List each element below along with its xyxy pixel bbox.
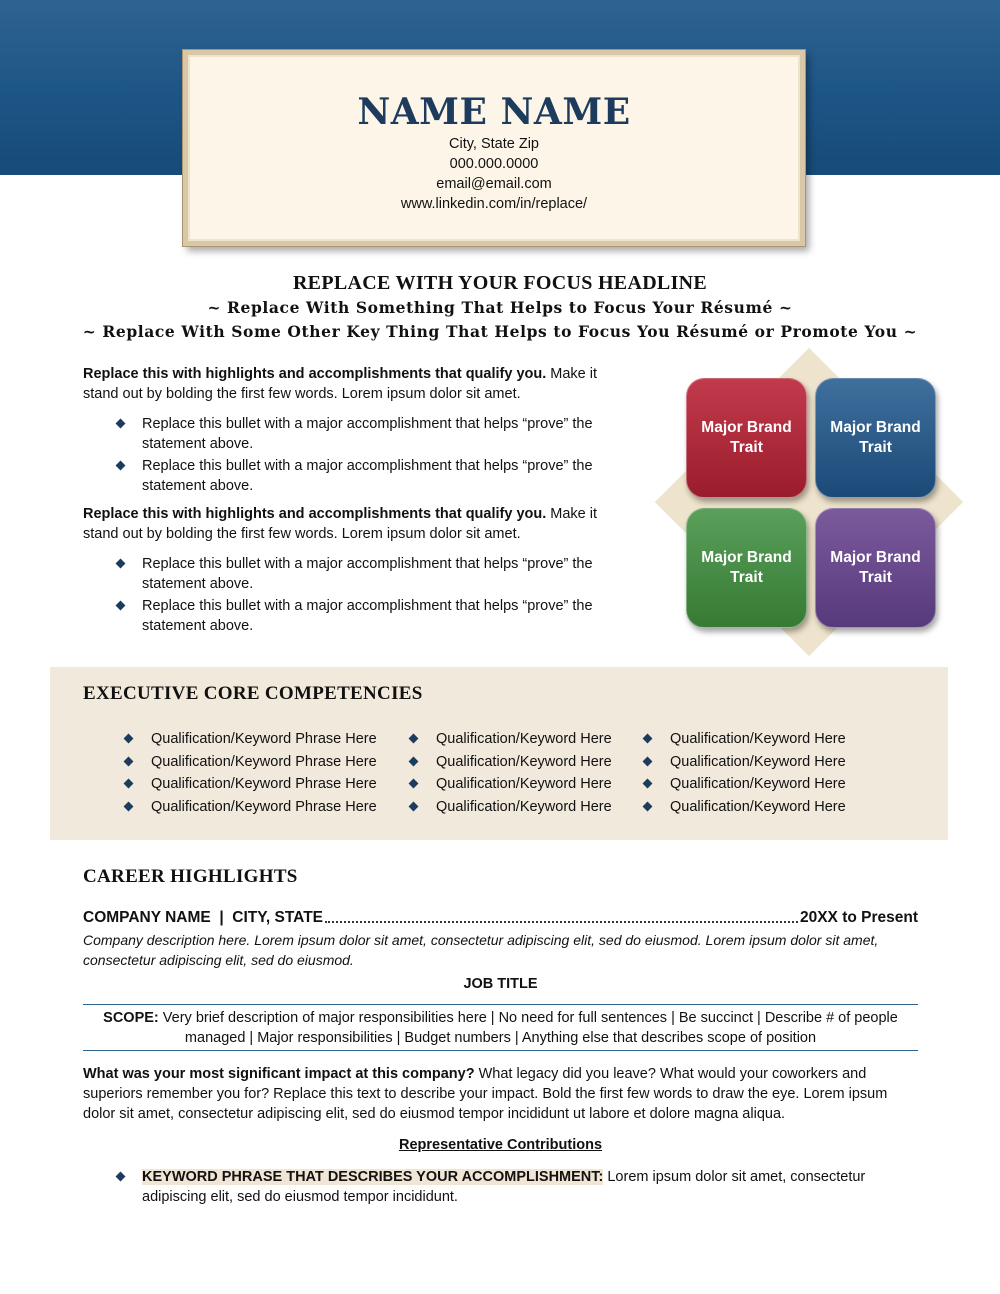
competency-text: Qualification/Keyword Phrase Here xyxy=(151,776,377,792)
diamond-bullet-icon xyxy=(409,801,419,811)
diamond-bullet-icon xyxy=(643,756,653,766)
competency-text: Qualification/Keyword Phrase Here xyxy=(151,731,377,747)
summary-lead: Replace this with highlights and accomplishments that qualify you. xyxy=(83,366,547,382)
diamond-bullet-icon xyxy=(124,734,134,744)
diamond-bullet-icon xyxy=(116,461,126,471)
diamond-bullet-icon xyxy=(116,601,126,611)
summary-bullet xyxy=(83,456,613,496)
contact-email: email@email.com xyxy=(436,176,552,192)
bullet-text: Replace this bullet with a major accomplishment that helps “prove” the statement above. xyxy=(142,458,593,494)
candidate-name: NAME NAME xyxy=(357,91,631,133)
scope-box xyxy=(83,1004,918,1051)
diamond-bullet-icon xyxy=(409,756,419,766)
diamond-bullet-icon xyxy=(409,734,419,744)
competency-item xyxy=(125,773,377,796)
dotted-leader xyxy=(325,908,798,923)
name-contact-box xyxy=(183,50,805,246)
competency-column-3 xyxy=(644,728,846,818)
competency-text: Qualification/Keyword Here xyxy=(436,753,612,770)
competency-column-2 xyxy=(410,728,612,818)
competency-text: Qualification/Keyword Here xyxy=(670,776,846,792)
brand-trait-green xyxy=(686,508,807,628)
company-line xyxy=(83,908,918,928)
competency-text: Qualification/Keyword Here xyxy=(670,798,846,815)
brand-trait-label: Major Brand Trait xyxy=(701,419,792,456)
contribution-item xyxy=(83,1167,918,1207)
summary-paragraph xyxy=(83,364,613,404)
diamond-bullet-icon xyxy=(116,1172,126,1182)
contribution-keyword: KEYWORD PHRASE THAT DESCRIBES YOUR ACCOMPLISHMENT: xyxy=(142,1169,604,1185)
competency-item xyxy=(125,796,377,819)
competency-item xyxy=(410,728,612,751)
brand-trait-purple xyxy=(815,508,936,628)
competency-item xyxy=(644,796,846,819)
competency-item xyxy=(644,728,846,751)
headline-sub-1: ~ Replace With Something That Helps to Focus Your Résumé ~ xyxy=(207,298,793,317)
competency-text: Qualification/Keyword Here xyxy=(670,753,846,770)
bullet-text: Replace this bullet with a major accomplishment that helps “prove” the statement above. xyxy=(142,556,593,592)
diamond-bullet-icon xyxy=(643,734,653,744)
summary-text: Make it stand out by bolding the first few words. Lorem ipsum dolor sit amet. xyxy=(83,506,598,542)
brand-trait-label: Major Brand Trait xyxy=(830,549,921,586)
summary-section xyxy=(83,364,613,644)
career-highlights-section xyxy=(83,866,918,1207)
brand-traits-graphic xyxy=(655,348,965,658)
contribution-text: Lorem ipsum dolor sit amet, consectetur adipiscing elit, sed do eiusmod tempor incididunt. xyxy=(142,1169,866,1205)
scope-text: Very brief description of major responsibilities here | No need for full sentences | Be succinct | Describe # of people managed | Major responsibilities | Budget numbers | Anything else that describes scope of position xyxy=(158,1010,898,1046)
summary-bullets xyxy=(83,554,613,636)
contact-phone: 000.000.0000 xyxy=(449,156,539,172)
impact-paragraph xyxy=(83,1064,918,1124)
competencies-title: EXECUTIVE CORE COMPETENCIES xyxy=(83,683,423,704)
summary-text: Make it stand out by bolding the first few words. Lorem ipsum dolor sit amet. xyxy=(83,366,598,402)
competency-column-1 xyxy=(125,728,377,818)
company-description: Company description here. Lorem ipsum dolor sit amet, consectetur adipiscing elit, sed do eiusmod. Lorem ipsum dolor sit amet, consectetur adipiscing elit, sed do eiusmod. xyxy=(83,932,879,968)
diamond-bullet-icon xyxy=(409,779,419,789)
competency-item xyxy=(410,751,612,774)
diamond-bullet-icon xyxy=(116,419,126,429)
brand-trait-red xyxy=(686,378,807,498)
job-title: JOB TITLE xyxy=(463,976,538,992)
scope-label: SCOPE: xyxy=(103,1010,159,1026)
brand-trait-label: Major Brand Trait xyxy=(701,549,792,586)
competency-text: Qualification/Keyword Phrase Here xyxy=(151,798,377,815)
competency-item xyxy=(410,773,612,796)
diamond-bullet-icon xyxy=(116,559,126,569)
competency-item xyxy=(644,773,846,796)
diamond-bullet-icon xyxy=(643,779,653,789)
bullet-text: Replace this bullet with a major accomplishment that helps “prove” the statement above. xyxy=(142,598,593,634)
bullet-text: Replace this bullet with a major accomplishment that helps “prove” the statement above. xyxy=(142,416,593,452)
diamond-bullet-icon xyxy=(643,801,653,811)
competency-text: Qualification/Keyword Here xyxy=(436,776,612,792)
competency-text: Qualification/Keyword Here xyxy=(436,798,612,815)
brand-trait-label: Major Brand Trait xyxy=(830,419,921,456)
contributions-title: Representative Contributions xyxy=(398,1137,603,1153)
competency-item xyxy=(410,796,612,819)
competency-text: Qualification/Keyword Phrase Here xyxy=(151,753,377,770)
headline-sub-2: ~ Replace With Some Other Key Thing That Helps to Focus You Résumé or Promote You ~ xyxy=(82,322,918,341)
diamond-bullet-icon xyxy=(124,756,134,766)
company-name: COMPANY NAME | CITY, STATE xyxy=(83,909,324,926)
summary-bullets xyxy=(83,414,613,496)
impact-text: What legacy did you leave? What would your coworkers and superiors remember you for? Replace this text to describe your impact. Bold the first few words to draw the eye. Lorem ipsum dolor sit amet, consectetur adipiscing elit, sed do eiusmod tempor incididunt ut labore et dolore magna aliqua. xyxy=(83,1066,888,1122)
diamond-bullet-icon xyxy=(124,801,134,811)
core-competencies-section xyxy=(50,667,948,840)
competency-item xyxy=(125,751,377,774)
contact-linkedin: www.linkedin.com/in/replace/ xyxy=(400,196,588,212)
impact-lead: What was your most significant impact at this company? xyxy=(83,1066,475,1082)
summary-bullet xyxy=(83,414,613,454)
career-title: CAREER HIGHLIGHTS xyxy=(83,866,298,887)
brand-trait-blue xyxy=(815,378,936,498)
summary-bullet xyxy=(83,554,613,594)
competency-text: Qualification/Keyword Here xyxy=(670,731,846,747)
employment-dates: 20XX to Present xyxy=(799,909,918,926)
summary-lead: Replace this with highlights and accomplishments that qualify you. xyxy=(83,506,547,522)
focus-headline xyxy=(0,270,1000,344)
competency-item xyxy=(125,728,377,751)
summary-paragraph xyxy=(83,504,613,544)
headline-main: REPLACE WITH YOUR FOCUS HEADLINE xyxy=(292,272,708,294)
contact-location: City, State Zip xyxy=(449,136,539,152)
diamond-bullet-icon xyxy=(124,779,134,789)
competency-text: Qualification/Keyword Here xyxy=(436,731,612,747)
competency-item xyxy=(644,751,846,774)
summary-bullet xyxy=(83,596,613,636)
